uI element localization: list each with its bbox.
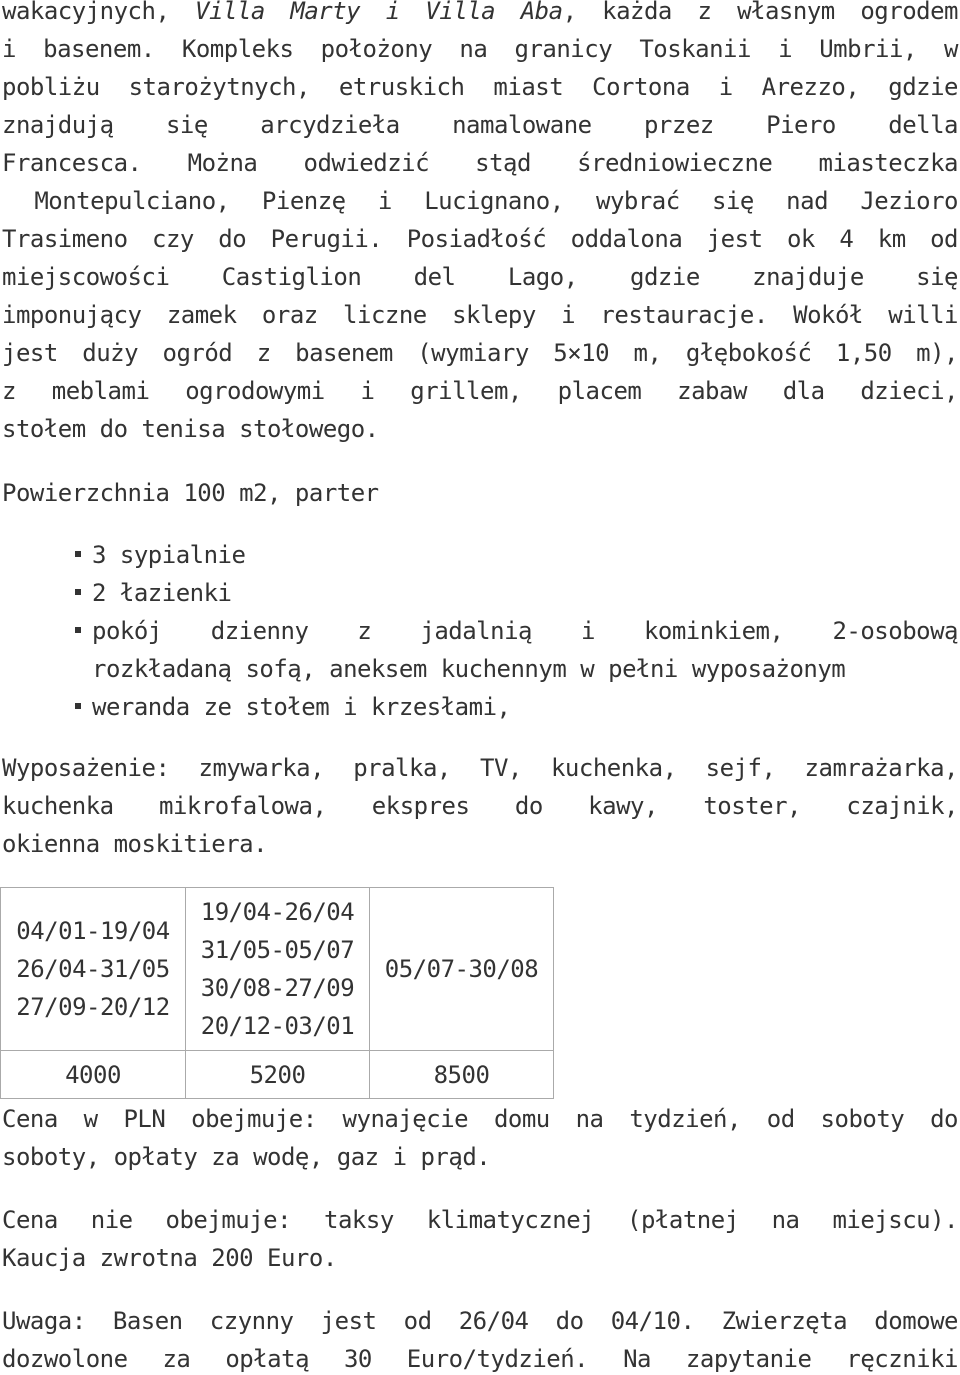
date-range: 20/12-03/01	[200, 1012, 355, 1040]
equipment-line: kuchenka mikrofalowa, ekspres do kawy, toster, czajnik,	[2, 792, 958, 820]
note-line: dozwolone za opłatą 30 Euro/tydzień. Na zapytanie ręczniki	[2, 1345, 958, 1373]
equipment-paragraph	[2, 749, 958, 863]
table-cell-season-3	[370, 888, 554, 1051]
price-cell: 5200	[186, 1051, 370, 1099]
list-item-text: 2 łazienki	[92, 579, 232, 607]
date-range: 05/07-30/08	[384, 955, 539, 983]
surface-paragraph	[2, 474, 958, 512]
intro-line: stołem do tenisa stołowego.	[2, 415, 379, 443]
bullet-icon	[75, 703, 81, 709]
intro-line: Montepulciano, Pienzę i Lucignano, wybrać się nad Jezioro	[2, 187, 958, 215]
intro-line	[2, 0, 958, 30]
price-cell: 4000	[1, 1051, 186, 1099]
intro-line: Trasimeno czy do Perugii. Posiadłość oddalona jest ok 4 km od	[2, 225, 958, 253]
price-cell: 8500	[370, 1051, 554, 1099]
list-item-text: 3 sypialnie	[92, 541, 246, 569]
table-cell-season-2	[186, 888, 370, 1051]
note-paragraph	[2, 1302, 958, 1375]
intro-paragraph	[2, 0, 958, 448]
surface-text: Powierzchnia 100 m2, parter	[2, 479, 379, 507]
date-range: 27/09-20/12	[16, 993, 170, 1021]
includes-line: soboty, opłaty za wodę, gaz i prąd.	[2, 1143, 491, 1171]
bullet-icon	[75, 551, 81, 557]
intro-line-text: wakacyjnych,	[2, 0, 196, 25]
table-cell-season-1	[1, 888, 186, 1051]
list-item	[0, 536, 958, 574]
intro-line: jest duży ogród z basenem (wymiary 5×10 m, głębokość 1,50 m),	[2, 339, 958, 367]
excludes-paragraph	[2, 1201, 958, 1277]
intro-line: z meblami ogrodowymi i grillem, placem zabaw dla dzieci,	[2, 377, 958, 405]
equipment-line: Wyposażenie: zmywarka, pralka, TV, kuchenka, sejf, zamrażarka,	[2, 754, 958, 782]
table-row-prices	[1, 1051, 554, 1099]
intro-line: miejscowości Castiglion del Lago, gdzie znajduje się	[2, 263, 958, 291]
bullet-icon	[75, 627, 81, 633]
date-range: 31/05-05/07	[200, 936, 355, 964]
list-item-text: rozkładaną sofą, aneksem kuchennym w pełni wyposażonym	[92, 655, 846, 683]
includes-paragraph	[2, 1100, 958, 1176]
date-range: 26/04-31/05	[16, 955, 170, 983]
excludes-line: Cena nie obejmuje: taksy klimatycznej (płatnej na miejscu).	[2, 1206, 958, 1234]
price-table	[0, 887, 554, 1099]
list-item	[0, 688, 958, 726]
list-item	[0, 612, 958, 688]
features-list	[0, 536, 958, 726]
intro-line: Francesca. Można odwiedzić stąd średniowieczne miasteczka	[2, 149, 958, 177]
intro-line: i basenem. Kompleks położony na granicy Toskanii i Umbrii, w	[2, 35, 958, 63]
bullet-icon	[75, 589, 81, 595]
date-range: 19/04-26/04	[200, 898, 355, 926]
equipment-line: okienna moskitiera.	[2, 830, 268, 858]
intro-line: znajdują się arcydzieła namalowane przez Piero della	[2, 111, 958, 139]
table-row-dates	[1, 888, 554, 1051]
intro-line: imponujący zamek oraz liczne sklepy i restauracje. Wokół willi	[2, 301, 958, 329]
excludes-line: Kaucja zwrotna 200 Euro.	[2, 1244, 337, 1272]
intro-line-text: , każda z własnym ogrodem	[562, 0, 958, 25]
list-item-text: weranda ze stołem i krzesłami,	[92, 693, 511, 721]
villa-names: Villa Marty i Villa Aba	[195, 0, 563, 25]
list-item	[0, 574, 958, 612]
intro-line: pobliżu starożytnych, etruskich miast Cortona i Arezzo, gdzie	[2, 73, 958, 101]
date-range: 30/08-27/09	[200, 974, 355, 1002]
list-item-text: pokój dzienny z jadalnią i kominkiem, 2-osobową	[92, 617, 958, 645]
date-range: 04/01-19/04	[16, 917, 170, 945]
note-line: Uwaga: Basen czynny jest od 26/04 do 04/10. Zwierzęta domowe	[2, 1307, 958, 1335]
includes-line: Cena w PLN obejmuje: wynajęcie domu na tydzień, od soboty do	[2, 1105, 958, 1133]
